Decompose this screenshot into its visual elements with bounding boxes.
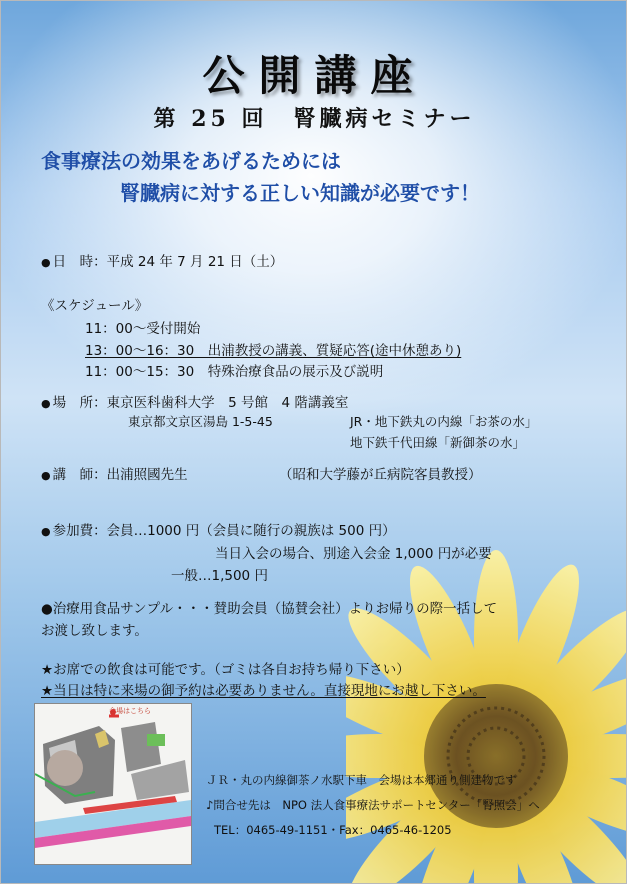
schedule-item: 11：00〜15：30 特殊治療食品の展示及び説明 [85,364,384,380]
fee-row [41,519,396,539]
place-station-2: 地下鉄千代田線「新御茶の水」 [350,435,526,450]
samples-line-1: ●治療用食品サンプル・・・賛助会員（協賛会社）よりお帰りの際一括して [41,601,498,617]
lead-line-1: 食事療法の効果をあげるためには [41,149,341,173]
fee-member: 会員…1000 円（会員に随行の親族は 500 円） [106,523,396,539]
lead-line-2: 腎臓病に対する正しい知識が必要です！ [120,181,480,205]
page-title: 公開講座 [202,51,427,100]
place-address: 東京都文京区湯島 1-5-45 [128,414,273,429]
footer-tel: TEL：0465-49-1151・Fax：0465-46-1205 [214,823,452,837]
venue-map-image [34,703,192,865]
note-line: ★お席での飲食は可能です。（ゴミは各自お持ち帰り下さい） [41,662,410,678]
lecturer-name: 出浦照國先生 [106,467,188,483]
lecturer-note: （昭和大学藤が丘病院客員教授） [279,467,482,483]
place-station-1: JR・地下鉄丸の内線「お茶の水」 [350,414,538,429]
place-value: 東京医科歯科大学 5 号館 4 階講義室 [106,395,349,411]
bullet-icon: ● [41,256,51,269]
samples-line-2: お渡し致します。 [41,623,148,639]
bullet-icon: ● [41,397,51,410]
page-subtitle: 第 25 回 腎臓病セミナー [153,106,476,132]
footer-contact: ♪問合せ先は NPO 法人食事療法サポートセンター「腎照会」へ [206,798,540,812]
note-line: ★当日は特に来場の御予約は必要ありません。直接現地にお越し下さい。 [41,683,486,699]
bullet-icon: ● [41,469,51,482]
fee-label: 参加費： [52,523,107,539]
fee-sameday: 当日入会の場合、別途入会金 1,000 円が必要 [215,546,492,562]
fee-general: 一般…1,500 円 [171,568,268,584]
schedule-item: 13：00〜16：30 出浦教授の講義、質疑応答(途中休憩あり) [85,343,462,359]
schedule-item: 11：00〜受付開始 [85,321,201,337]
place-row [41,391,348,411]
place-label: 場 所： [52,395,107,411]
date-label: 日 時： [52,254,107,270]
date-row [41,250,283,270]
lecturer-row [41,463,188,483]
footer-access: ＪＲ・丸の内線御茶ノ水駅下車 会場は本郷通り側建物です [206,773,517,787]
map-label: 会場はこちら [109,707,151,715]
date-value: 平成 24 年 7 月 21 日（土） [106,254,284,270]
bullet-icon: ● [41,525,51,538]
lecturer-label: 講 師： [52,467,107,483]
schedule-heading: 《スケジュール》 [41,298,149,314]
